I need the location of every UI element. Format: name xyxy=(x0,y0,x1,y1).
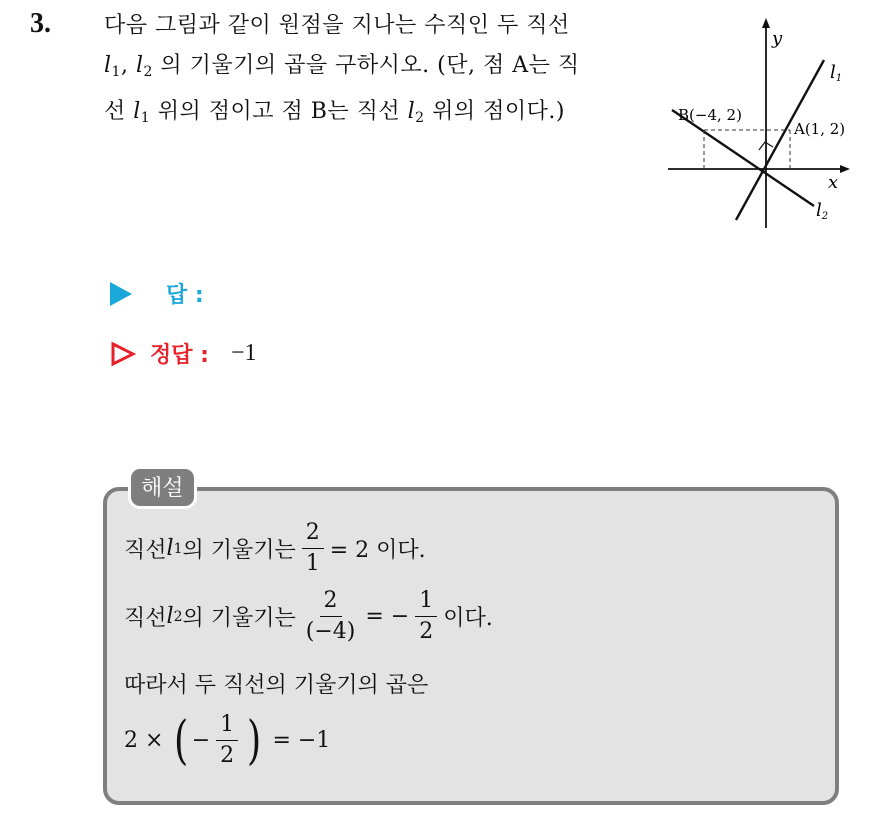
fraction-numerator: 1 xyxy=(216,712,238,741)
line-l2-symbol: l xyxy=(135,53,144,78)
solution-line-4-minus: − xyxy=(191,728,211,753)
left-parenthesis: ( xyxy=(174,710,189,771)
solution-line-3 xyxy=(124,668,428,699)
line-l1-subscript: 1 xyxy=(140,110,151,126)
solution-tag: 해설 xyxy=(128,466,197,509)
line-l1-subscript: 1 xyxy=(111,64,121,80)
answer-label: 답 : xyxy=(166,283,204,308)
y-axis-arrow xyxy=(762,18,770,28)
question-line-2-rest: 의 기울기의 곱을 구하시오. (단, 점 A는 직 xyxy=(152,53,580,78)
question-line-1: 다음 그림과 같이 원점을 지나는 수직인 두 직선 xyxy=(104,13,570,38)
solution-line-4 xyxy=(124,712,330,769)
point-a-label: A(1, 2) xyxy=(794,120,846,138)
line-l2-symbol: l xyxy=(407,99,416,124)
question-line-2 xyxy=(104,46,644,92)
question-line-3-post: 위의 점이다.) xyxy=(424,99,565,124)
question-line-3-mid: 위의 점이고 점 B는 직선 xyxy=(150,99,408,124)
solution-line-4-pre: 2 × xyxy=(124,728,164,753)
answer-row xyxy=(110,278,204,309)
outline-triangle-icon xyxy=(110,341,136,367)
right-parenthesis: ) xyxy=(247,710,262,771)
line-l1-symbol: l xyxy=(166,536,174,561)
solution-line-2 xyxy=(124,588,493,645)
solution-line-1-post: = 2 이다. xyxy=(329,538,426,563)
question-line-3-pre: 선 xyxy=(104,99,134,124)
solution-line-1-mid: 의 기울기는 xyxy=(182,538,296,563)
line-l1 xyxy=(736,60,824,220)
line-l2-subscript: 2 xyxy=(143,64,153,80)
fraction-one-over-two xyxy=(415,588,437,645)
solution-line-2-mid: 의 기울기는 xyxy=(182,606,296,631)
fraction-one-over-two xyxy=(216,712,238,769)
fraction-denominator: 1 xyxy=(305,551,320,576)
line-l2 xyxy=(672,110,814,206)
fraction-denominator: (−4) xyxy=(305,619,356,644)
line-l1-symbol: l xyxy=(133,99,141,124)
solution-line-2-eq: = − xyxy=(365,604,410,629)
correct-answer-label: 정답 : xyxy=(150,343,209,368)
filled-triangle-icon xyxy=(110,282,132,306)
x-axis-arrow xyxy=(840,165,850,173)
fraction-numerator: 2 xyxy=(302,520,324,549)
question-line-3 xyxy=(104,92,644,138)
l2-label: l2 xyxy=(816,200,829,222)
correct-answer-row xyxy=(110,338,257,369)
correct-answer-value: −1 xyxy=(230,340,257,366)
line-l1-subscript: 1 xyxy=(173,540,183,557)
question-text xyxy=(104,6,644,138)
line-l2-subscript: 2 xyxy=(415,110,425,126)
symbol-separator: , xyxy=(120,53,136,78)
fraction-numerator: 2 xyxy=(320,588,342,617)
point-b-label: B(−4, 2) xyxy=(678,106,742,124)
solution-line-2-pre: 직선 xyxy=(124,606,167,631)
line-l2-subscript: 2 xyxy=(173,608,183,625)
question-number: 3. xyxy=(30,8,51,39)
fraction-two-over-minus-four xyxy=(302,588,360,645)
y-axis-label: y xyxy=(772,28,783,49)
x-axis-label: x xyxy=(828,172,839,193)
solution-line-2-post: 이다. xyxy=(443,606,493,631)
solution-line-4-post: = −1 xyxy=(272,728,331,753)
solution-line-3-text: 따라서 두 직선의 기울기의 곱은 xyxy=(124,673,429,698)
fraction-two-over-one xyxy=(302,520,324,577)
fraction-denominator: 2 xyxy=(220,743,235,768)
solution-line-1 xyxy=(124,520,426,577)
l1-label: l1 xyxy=(830,62,843,84)
solution-line-1-pre: 직선 xyxy=(124,538,167,563)
coordinate-figure xyxy=(664,14,860,234)
fraction-numerator: 1 xyxy=(415,588,437,617)
line-l2-symbol: l xyxy=(166,604,174,629)
fraction-denominator: 2 xyxy=(419,619,434,644)
line-l1-symbol: l xyxy=(104,53,112,78)
